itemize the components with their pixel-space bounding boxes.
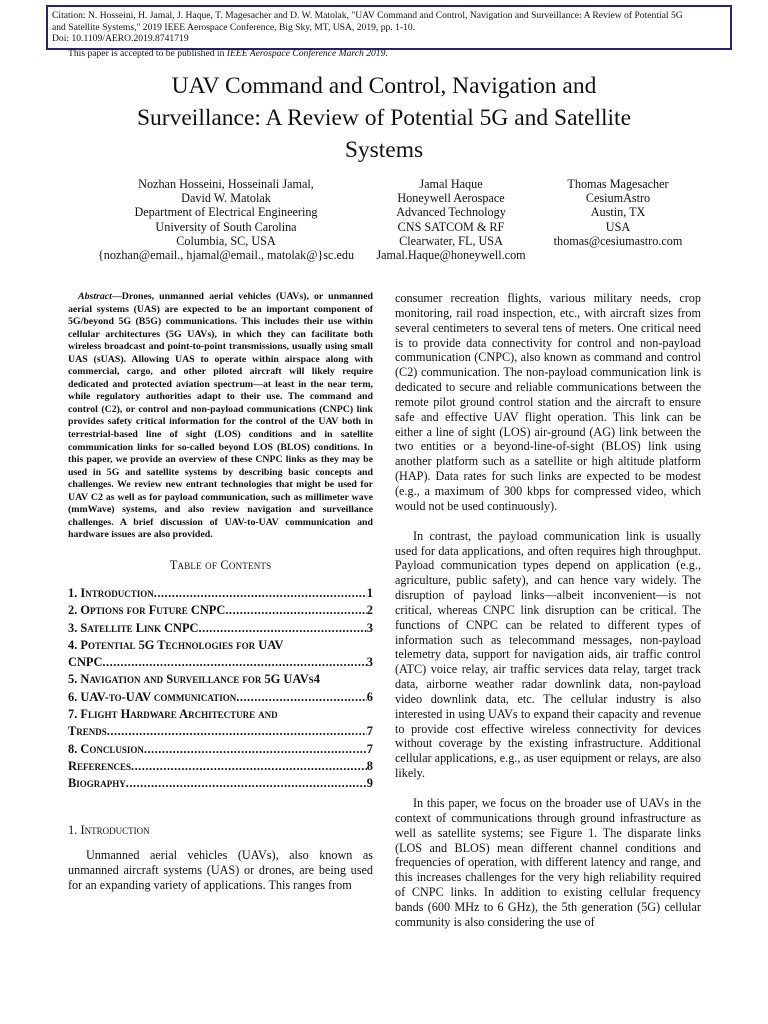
toc-entry[interactable]: 7. Flight Hardware Architecture and Trends ..... 7	[68, 706, 373, 741]
body-paragraph: In contrast, the payload communication link is usually used for data applications, and often requires high throughput. Payload communication types depend on application (e.g., agriculture, public safety), and can hence vary widely. The disruption of payload links—albeit inconvenient—is not critical, whereas CNPC link disruption can be critical. The functions of CNPC can be related to different types of information such as telecommand messages, non-payload telemetry data, support for navigation aids, air traffic control (ATC) voice relay, air traffic services data relay, target track data, airborne weather radar downlink data, non-payload video downlink data, etc. The cellular industry is also interested in using UAVs to expand their capacity and revenue to provide cost effective wireless connectivity for devices without coverage by the existing infrastructure. Additional cellular applications, e.g., as user equipment or relays, are also likely.	[395, 528, 701, 781]
toc-entry[interactable]: 4. Potential 5G Technologies for UAV CNPC ..... 3	[68, 637, 373, 672]
abstract-text: Drones, unmanned aerial vehicles (UAVs), or unmanned aerial systems (UAS) are expected to be an important component of 5G/beyond 5G (B5G) communications. This includes their use within cellular architectures (5G UAVs), in which they can facilitate both wireless broadcast and point-to-point transmissions, usually using small UAS (sUAS). Allowing UAS to operate within airspace along with commercial, cargo, and other piloted aircraft will likely require dedicated and protected aviation spectrum—at least in the near term, while regulatory authorities adapt to their use. The command and control (C2), or control and non-payload communications (CNPC) link provides safety critical information for the control of the UAV both in terrestrial-based line of sight (LOS) conditions and in satellite communication links for so-called beyond LOS (BLOS) conditions. In this paper, we provide an overview of these CNPC links as they may be used in 5G and satellite systems by describing basic concepts and challenges. We review new entrant technologies that might be used for UAV C2 as well as for payload communication, such as millimeter wave (mmWave) systems, and also review navigation and surveillance challenges. A brief discussion of UAV-to-UAV communication and hardware issues are also provided.	[68, 291, 373, 541]
toc-entry[interactable]: 1. Introduction ..... 1	[68, 585, 373, 602]
author-block-cesiumastro: Thomas Magesacher CesiumAstro Austin, TX USA thomas@cesiumastro.com	[540, 177, 696, 248]
paper-title: UAV Command and Control, Navigation and Surveillance: A Review of Potential 5G and Satellite Systems	[136, 73, 632, 163]
toc-entry[interactable]: 8. Conclusion ..... 7	[68, 741, 373, 758]
citation-doi: Doi: 10.1109/AERO.2019.8741719	[52, 33, 189, 45]
toc-entry[interactable]: 6. UAV-to-UAV communication ..... 6	[68, 689, 373, 706]
toc-heading: Table of Contents	[169, 557, 272, 572]
body-paragraph: In this paper, we focus on the broader use of UAVs in the context of communications through ground infrastructure as well as satellite systems; see Figure 1. The disparate links (LOS and BLOS) mean different channel conditions and frequencies of operation, with different latency and range, and this increases challenges for the very high reliability required of CNPC links. In addition to existing cellular frequency bands (600 MHz to 6 GHz), the 5th generation (5G) cellular community is also considering the use of	[395, 796, 701, 929]
toc-entry[interactable]: 5. Navigation and Surveillance for 5G UAVs 4	[68, 672, 320, 687]
acceptance-note: This paper is accepted to be published in IEEE Aerospace Conference March 2019.	[68, 48, 388, 59]
toc-entry[interactable]: 3. Satellite Link CNPC ..... 3	[68, 620, 373, 637]
section-heading-introduction: 1. Introduction	[68, 822, 150, 837]
citation-box	[46, 5, 732, 50]
author-block-honeywell: Jamal Haque Honeywell Aerospace Advanced Technology CNS SATCOM & RF Clearwater, FL, USA Jamal.Haque@honeywell.com	[360, 177, 542, 262]
right-column	[395, 291, 701, 945]
left-column	[68, 291, 373, 893]
toc-entry[interactable]: References ..... 8	[68, 758, 373, 775]
toc-entry[interactable]: 2. Options for Future CNPC ..... 2	[68, 602, 373, 619]
author-email: Jamal.Haque@honeywell.com	[376, 248, 526, 263]
toc-entry[interactable]: Biography ..... 9	[68, 775, 373, 792]
abstract-label: Abstract	[78, 291, 112, 302]
citation-line: and Satellite Systems," 2019 IEEE Aerospace Conference, Big Sky, MT, USA, 2019, pp. 1-10.	[52, 21, 416, 33]
body-paragraph: consumer recreation flights, various military needs, crop monitoring, rail road inspection, etc., with aircraft sizes from several centimeters to several tens of meters. One critical need is to provide data connectivity for control and non-payload communication (CNPC), also known as command and control (C2) communication. The non-payload communication link is dedicated to secure and reliable communications between the remote pilot ground control station and the aircraft to ensure safe and effective UAV flight operation. This link can be either a line of sight (LOS) air-ground (AG) link between the two entities or a beyond-line-of-sight (BLOS) link using another platform such as a satellite or high altitude platform (HAP). Data rates for such links are expected to be modest (e.g., a maximum of 300 kbps for compressed video, which would not be used continuously).	[395, 291, 701, 513]
abstract: Abstract—Drones, unmanned aerial vehicles (UAVs), or unmanned aerial systems (UAS) are expected to be an important component of 5G/beyond 5G (B5G) communications. This includes their use within cellular architectures (5G UAVs), in which they can facilitate both wireless broadcast and point-to-point transmissions, usually using small UAS (sUAS). Allowing UAS to operate within airspace along with commercial, cargo, and other piloted aircraft will likely require dedicated and protected aviation spectrum—at least in the near term, while regulatory authorities adapt to their use. The command and control (C2), or control and non-payload communications (CNPC) link provides safety critical information for the control of the UAV both in terrestrial-based line of sight (LOS) conditions and in satellite communication links for so-called beyond LOS (BLOS) conditions. In this paper, we provide an overview of these CNPC links as they may be used in 5G and satellite systems by describing basic concepts and challenges. We review new entrant technologies that might be used for UAV C2 as well as for payload communication, such as millimeter wave (mmWave) systems, and also review navigation and surveillance challenges. A brief discussion of UAV-to-UAV communication and hardware issues are also provided.	[68, 291, 373, 541]
table-of-contents	[68, 585, 373, 793]
author-email: {nozhan@email., hjamal@email., matolak@}sc.edu	[97, 248, 355, 263]
conference-venue: IEEE Aerospace Conference March 2019	[226, 48, 386, 59]
author-block-usc: Nozhan Hosseini, Hosseinali Jamal, David W. Matolak Department of Electrical Engineering University of South Carolina Columbia, SC, USA {nozhan@email., hjamal@email., matolak@}sc.edu	[90, 177, 362, 262]
citation-line: Citation: N. Hosseini, H. Jamal, J. Haque, T. Magesacher and D. W. Matolak, "UAV Command and Control, Navigation and Surveillance: A Review of Potential 5G	[52, 10, 683, 21]
intro-paragraph: Unmanned aerial vehicles (UAVs), also known as unmanned aircraft systems (UAS) or drones, are being used for an expanding variety of applications. This ranges from	[68, 847, 373, 892]
author-email: thomas@cesiumastro.com	[553, 233, 683, 248]
